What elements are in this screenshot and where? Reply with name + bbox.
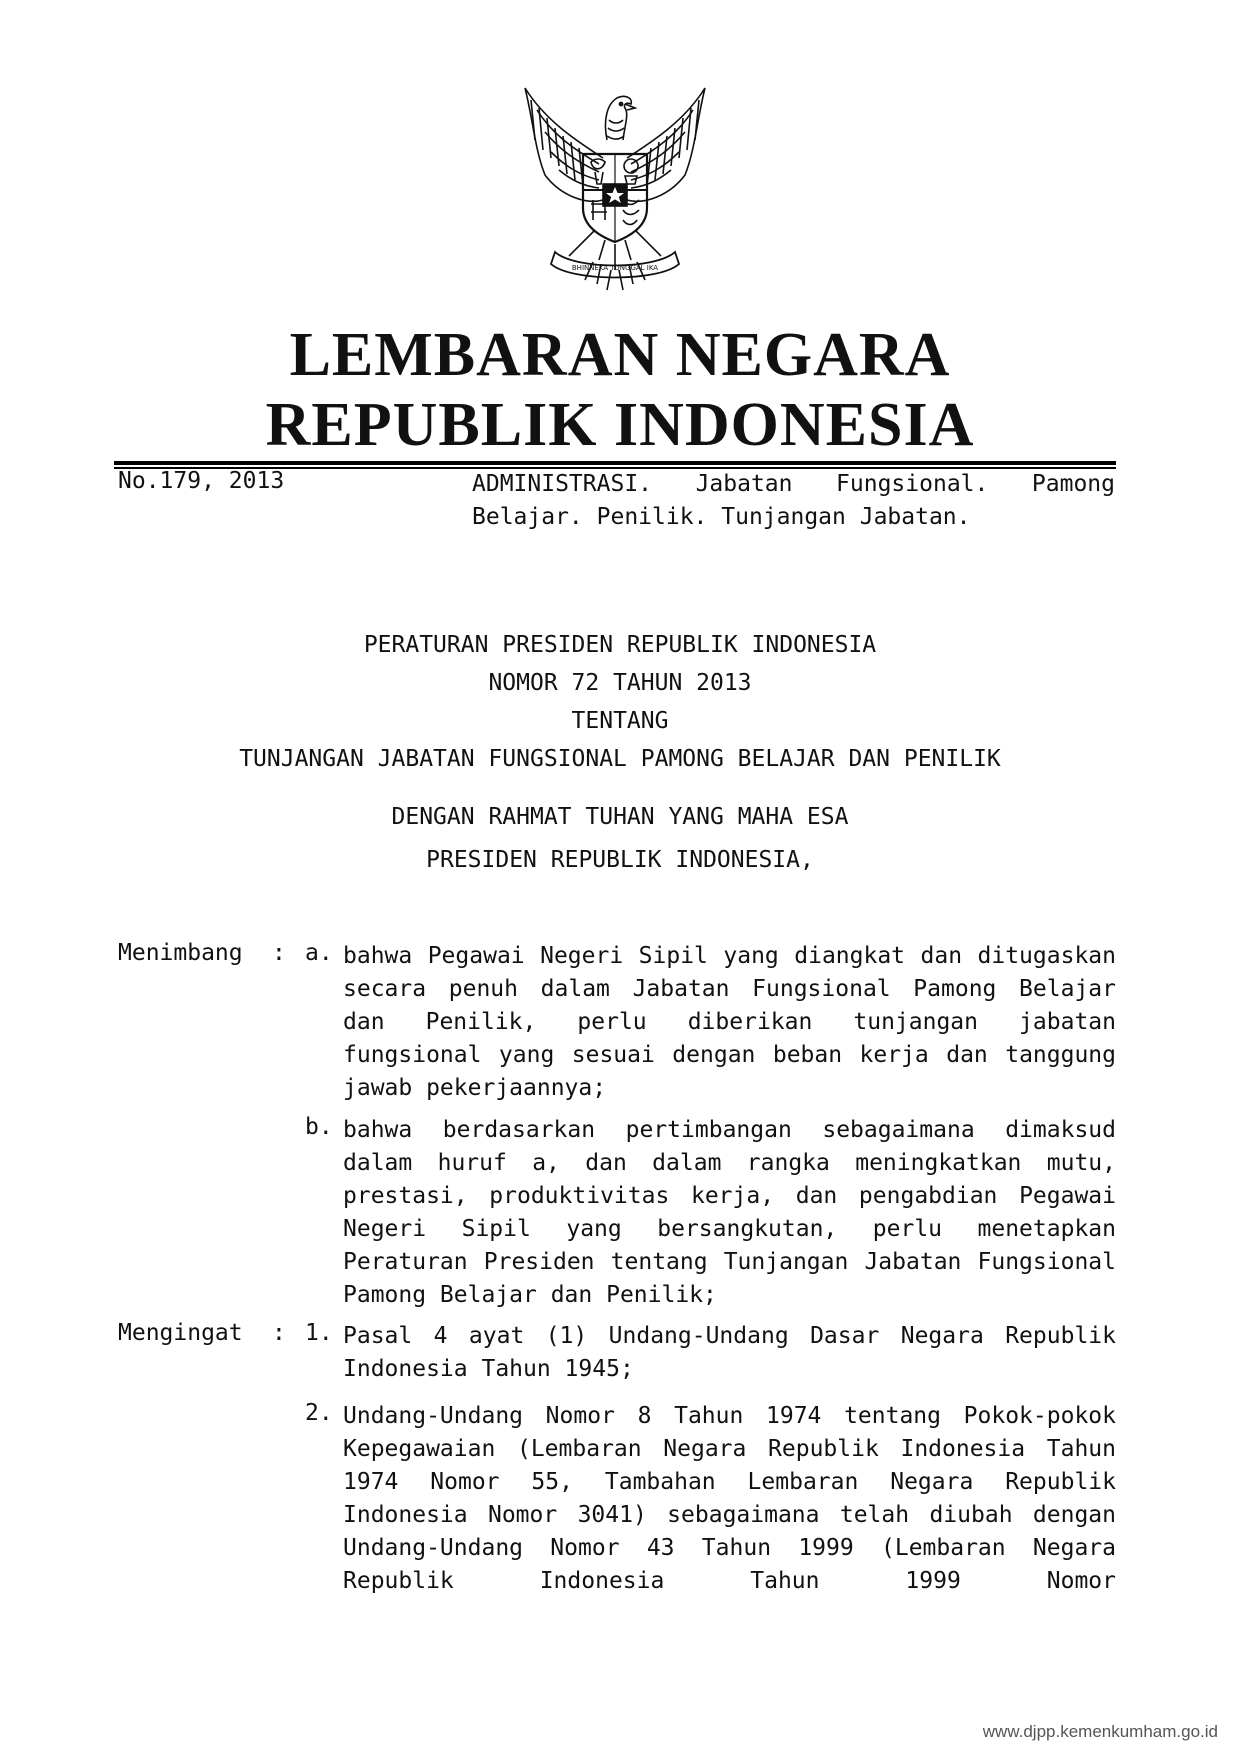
masthead-rule-thick: [114, 461, 1116, 465]
menimbang-colon: :: [272, 940, 286, 966]
regulation-title: PERATURAN PRESIDEN REPUBLIK INDONESIA: [363, 632, 877, 658]
regulation-tentang: TENTANG: [571, 708, 669, 734]
masthead-subtitle: REPUBLIK INDONESIA: [265, 391, 975, 459]
menimbang-marker-a: a.: [305, 940, 333, 966]
mengingat-colon: :: [272, 1320, 286, 1346]
menimbang-item-b: bahwa berdasarkan pertimbangan sebagaimana dimaksud dalam huruf a, dan dalam rangka meningkatkan mutu, prestasi, produktivitas kerja, dan pengabdian Pegawai Negeri Sipil yang bersangkutan, perlu menetapkan Peraturan Presiden tentang Tunjangan Jabatan Fungsional Pamong Belajar dan Penilik;: [343, 1117, 1116, 1308]
garuda-emblem-icon: [515, 80, 715, 298]
regulation-number: NOMOR 72 TAHUN 2013: [488, 670, 752, 696]
regulation-preamble: DENGAN RAHMAT TUHAN YANG MAHA ESA: [391, 804, 849, 830]
gazette-subject: ADMINISTRASI. Jabatan Fungsional. Pamong Belajar. Penilik. Tunjangan Jabatan.: [472, 471, 1115, 530]
menimbang-label: Menimbang: [118, 940, 243, 966]
mengingat-item-1: Pasal 4 ayat (1) Undang-Undang Dasar Negara Republik Indonesia Tahun 1945;: [343, 1323, 1116, 1382]
masthead-title: LEMBARAN NEGARA: [289, 321, 951, 389]
menimbang-item-a: bahwa Pegawai Negeri Sipil yang diangkat dan ditugaskan secara penuh dalam Jabatan Fungsional Pamong Belajar dan Penilik, perlu diberikan tunjangan jabatan fungsional yang sesuai dengan beban kerja dan tanggung jawab pekerjaannya;: [343, 943, 1116, 1101]
mengingat-marker-1: 1.: [305, 1320, 333, 1346]
mengingat-label: Mengingat: [118, 1320, 243, 1346]
mengingat-marker-2: 2.: [305, 1400, 333, 1426]
menimbang-marker-b: b.: [305, 1114, 333, 1140]
svg-text:BHINNEKA TUNGGAL IKA: BHINNEKA TUNGGAL IKA: [571, 264, 659, 272]
regulation-president: PRESIDEN REPUBLIK INDONESIA,: [426, 847, 814, 873]
regulation-subject: TUNJANGAN JABATAN FUNGSIONAL PAMONG BELAJAR DAN PENILIK: [239, 746, 1001, 772]
footer-url: www.djpp.kemenkumham.go.id: [982, 1722, 1218, 1741]
gazette-number: No.179, 2013: [118, 468, 285, 494]
mengingat-item-2: Undang-Undang Nomor 8 Tahun 1974 tentang Pokok-pokok Kepegawaian (Lembaran Negara Republik Indonesia Tahun 1974 Nomor 55, Tambahan Lembaran Negara Republik Indonesia Nomor 3041) sebagaimana telah diubah dengan Undang-Undang Nomor 43 Tahun 1999 (Lembaran Negara Republik Indonesia Tahun 1999 Nomor: [343, 1403, 1116, 1594]
